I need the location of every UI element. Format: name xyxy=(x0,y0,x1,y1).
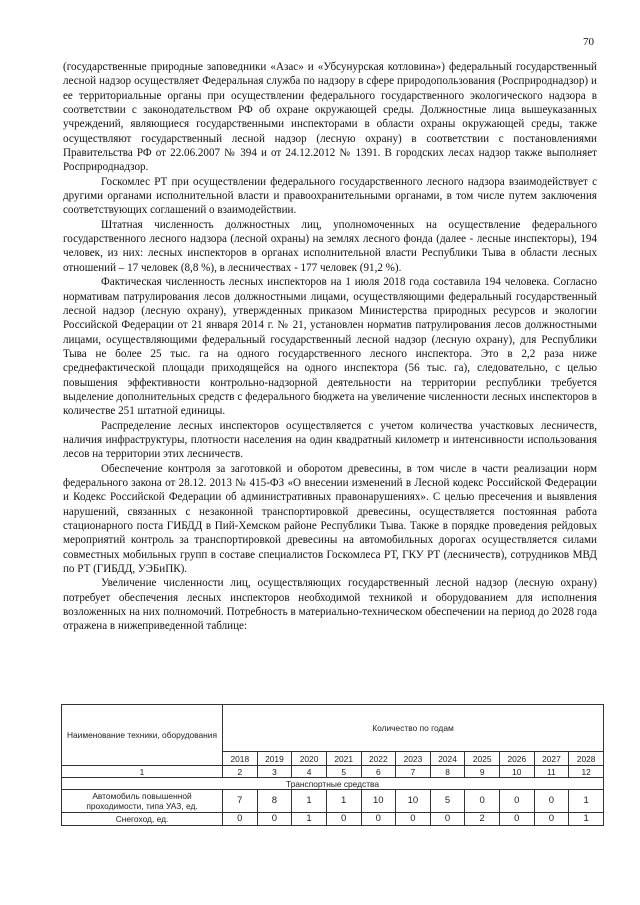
body-text xyxy=(63,60,597,634)
column-number-cell: 11 xyxy=(534,766,569,778)
table-header-quantity: Количество по годам xyxy=(223,705,604,752)
paragraph: Госкомлес РТ при осуществлении федерального государственного лесного надзора взаимодействует с другими органами исполнительной власти и правоохранительными органами, в том числе путем заключения соответствующих соглашений о взаимодействии. xyxy=(63,175,597,217)
value-cell: 0 xyxy=(326,813,361,826)
year-cell: 2021 xyxy=(326,752,361,766)
column-number-cell: 7 xyxy=(396,766,431,778)
value-cell: 1 xyxy=(569,790,604,813)
paragraph: Распределение лесных инспекторов осуществляется с учетом количества участковых лесничеств, наличия инфраструктуры, плотности населения на один квадратный километр и интенсивности использования лесов на территории этих лесничеств. xyxy=(63,419,597,461)
column-number-cell: 6 xyxy=(361,766,396,778)
table-row xyxy=(62,790,604,813)
paragraph: Штатная численность должностных лиц, уполномоченных на осуществление федерального государственного лесного надзора (лесной охраны) на землях лесного фонда (далее - лесные инспекторы), 194 человек, из них: лесных инспекторов в органах исполнительной власти Республики Тыва в области лесных отношений – 17 человек (8,8 %), в лесничествах - 177 человек (91,2 %). xyxy=(63,218,597,274)
year-cell: 2025 xyxy=(465,752,500,766)
column-number-cell: 8 xyxy=(430,766,465,778)
page-number: 70 xyxy=(583,36,594,48)
column-number-cell: 1 xyxy=(62,766,223,778)
paragraph: Фактическая численность лесных инспекторов на 1 июля 2018 года составила 194 человека. Согласно нормативам патрулирования лесов должностными лицами, осуществляющими федеральный государственный лесной надзор (лесную охрану), утвержденных приказом Министерства природных ресурсов и экологии Российской Федерации от 21 января 2014 г. № 21, установлен норматив патрулирования лесов должностными лицами, осуществляющими федеральный государственный лесной надзор (лесную охрану), для Республики Тыва не более 25 тыс. га на одного государственного лесного инспектора. Это в 2,2 раза ниже среднефактической площади приходящейся на одного инспектора (56 тыс. га), следовательно, с целью повышения эффективности контрольно-надзорной деятельности на территории республики требуется выделение дополнительных средств с федерального бюджета на увеличение численности лесных инспекторов в количестве 251 штатной единицы. xyxy=(63,276,597,418)
year-cell: 2027 xyxy=(534,752,569,766)
table-section-title: Транспортные средства xyxy=(62,778,604,790)
column-number-cell: 4 xyxy=(292,766,327,778)
value-cell: 0 xyxy=(257,813,292,826)
table-column-numbers-row xyxy=(62,766,604,778)
column-number-cell: 3 xyxy=(257,766,292,778)
year-cell: 2024 xyxy=(430,752,465,766)
column-number-cell: 12 xyxy=(569,766,604,778)
value-cell: 10 xyxy=(396,790,431,813)
column-number-cell: 2 xyxy=(223,766,258,778)
column-number-cell: 9 xyxy=(465,766,500,778)
column-number-cell: 10 xyxy=(500,766,535,778)
row-name-cell: Снегоход, ед. xyxy=(62,813,223,826)
value-cell: 5 xyxy=(430,790,465,813)
equipment-table xyxy=(61,704,604,826)
table-row xyxy=(62,813,604,826)
value-cell: 0 xyxy=(500,790,535,813)
value-cell: 0 xyxy=(534,790,569,813)
value-cell: 1 xyxy=(326,790,361,813)
year-cell: 2020 xyxy=(292,752,327,766)
value-cell: 0 xyxy=(223,813,258,826)
value-cell: 0 xyxy=(396,813,431,826)
year-cell: 2018 xyxy=(223,752,258,766)
value-cell: 1 xyxy=(292,813,327,826)
value-cell: 2 xyxy=(465,813,500,826)
paragraph: Обеспечение контроля за заготовкой и оборотом древесины, в том числе в части реализации норм федерального закона от 28.12. 2013 № 415-ФЗ «О внесении изменений в Лесной кодекс Российской Федерации и Кодекс Российской Федерации об административных правонарушениях». С целью пресечения и выявления нарушений, связанных с незаконной транспортировкой древесины, осуществляется постоянная работа стационарного поста ГИБДД в Пий-Хемском районе Республики Тыва. Также в порядке проведения рейдовых мероприятий контроль за транспортировкой древесины на автомобильных дорогах осуществляется силами совместных мобильных групп в составе специалистов Госкомлеса РТ, ГКУ РТ (лесничеств), сотрудников МВД по РТ (ГИБДД, УЭБиПК). xyxy=(63,462,597,576)
value-cell: 0 xyxy=(430,813,465,826)
value-cell: 0 xyxy=(361,813,396,826)
year-cell: 2022 xyxy=(361,752,396,766)
value-cell: 0 xyxy=(465,790,500,813)
value-cell: 8 xyxy=(257,790,292,813)
value-cell: 0 xyxy=(534,813,569,826)
year-cell: 2019 xyxy=(257,752,292,766)
value-cell: 1 xyxy=(292,790,327,813)
value-cell: 10 xyxy=(361,790,396,813)
value-cell: 0 xyxy=(500,813,535,826)
paragraph: (государственные природные заповедники «Азас» и «Убсунурская котловина») федеральный государственный лесной надзор осуществляет Федеральная служба по надзору в сфере природопользования (Росприроднадзор) и ее территориальные органы при осуществлении федерального государственного экологического надзора в соответствии с законодательством РФ об охране окружающей среды. Должностные лица вышеуказанных учреждений, являющиеся государственными инспекторами в области охраны окружающей среды, также осуществляют государственный лесной надзор (лесную охрану) в соответствии с постановлениями Правительства РФ от 22.06.2007 № 394 и от 24.12.2012 № 1391. В городских лесах надзор также выполняет Росприроднадзор. xyxy=(63,61,597,174)
table-header-name: Наименование техники, оборудования xyxy=(62,705,223,766)
table-section-row xyxy=(62,778,604,790)
column-number-cell: 5 xyxy=(326,766,361,778)
year-cell: 2023 xyxy=(396,752,431,766)
year-cell: 2026 xyxy=(500,752,535,766)
row-name-cell: Автомобиль повышенной проходимости, типа УАЗ, ед. xyxy=(62,790,223,813)
year-cell: 2028 xyxy=(569,752,604,766)
value-cell: 1 xyxy=(569,813,604,826)
paragraph: Увеличение численности лиц, осуществляющих государственный лесной надзор (лесную охрану) потребует обеспечения лесных инспекторов необходимой техникой и оборудованием для исполнения возложенных на них полномочий. Потребность в материально-техническом обеспечении на период до 2028 года отражена в нижеприведенной таблице: xyxy=(63,577,597,633)
value-cell: 7 xyxy=(223,790,258,813)
